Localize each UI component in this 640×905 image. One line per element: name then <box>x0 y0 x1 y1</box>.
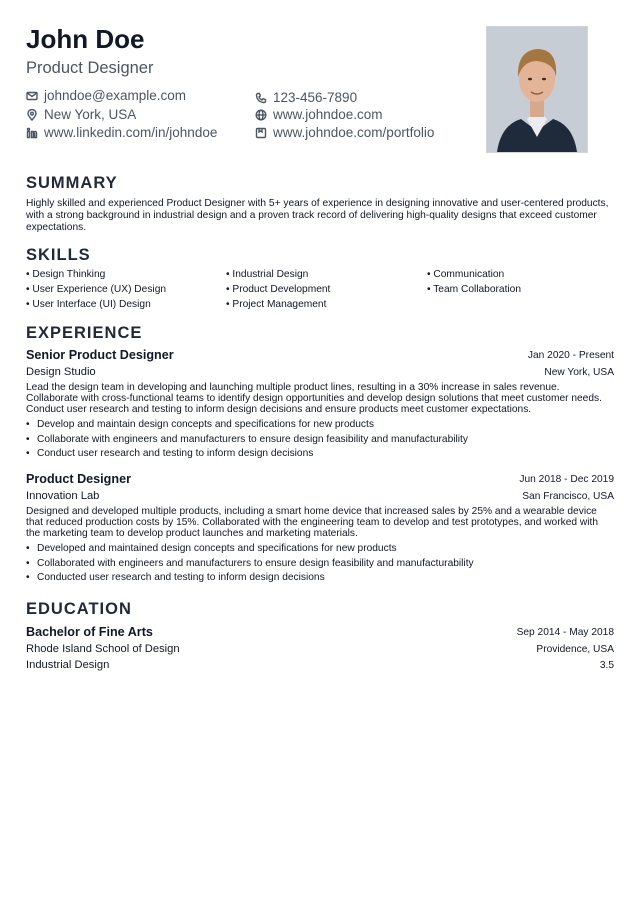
skill-item: • Project Management <box>226 299 327 310</box>
list-item: • Developed and maintained design concepts and specifications for new products <box>26 543 614 558</box>
gpa-value: 3.5 <box>599 660 614 671</box>
globe-icon <box>255 109 267 121</box>
candidate-name: John Doe <box>26 24 145 54</box>
candidate-title: Product Designer <box>26 59 154 77</box>
company-name: Design Studio <box>26 366 96 378</box>
contact-email-text: johndoe@example.com <box>44 88 187 103</box>
contact-linkedin[interactable] <box>26 125 217 140</box>
contact-website-text: www.johndoe.com <box>273 107 383 122</box>
job-description: Lead the design team in developing and launching multiple product lines, resulting in a 30% increase in sales revenue. Collaborate with cross-functional teams to identify design opportunities and develop design solutions that meet customer needs. Conduct user research and testing to inform design decisions and ensure products meet customer expectations. <box>26 382 602 415</box>
experience-heading: EXPERIENCE <box>26 324 143 342</box>
job-title: Product Designer <box>26 472 131 486</box>
education-heading: EDUCATION <box>26 600 132 618</box>
contact-portfolio-text: www.johndoe.com/portfolio <box>273 125 435 140</box>
contact-phone-text: 123-456-7890 <box>273 90 358 105</box>
job-bullets <box>26 419 614 463</box>
linkedin-icon <box>26 127 38 139</box>
job-description: Designed and developed multiple products, including a smart home device that increased sales by 25% and a wearable device that reduced production costs by 15%. Collaborated with the engineering team to develop and test prototypes, and worked with the marketing team to develop product launches and marketing materials. <box>26 506 598 539</box>
summary-text: Highly skilled and experienced Product Designer with 5+ years of experience in designing innovative and user-centered products, with a strong background in industrial design and a proven track record of delivering high-quality designs that exceed customer expectations. <box>26 198 609 233</box>
contact-email[interactable] <box>26 88 186 103</box>
contact-linkedin-text: www.linkedin.com/in/johndoe <box>44 125 218 140</box>
job-dates: Jun 2018 - Dec 2019 <box>519 474 614 485</box>
job-location: San Francisco, USA <box>522 491 614 502</box>
contact-location <box>26 107 136 122</box>
field-of-study: Industrial Design <box>26 659 110 671</box>
job-dates: Jan 2020 - Present <box>527 350 614 361</box>
company-name: Innovation Lab <box>26 490 100 502</box>
skill-item: • User Interface (UI) Design <box>26 299 151 310</box>
education-dates: Sep 2014 - May 2018 <box>516 627 614 638</box>
skill-item: • Product Development <box>226 284 331 295</box>
list-item: • Develop and maintain design concepts and specifications for new products <box>26 419 614 434</box>
school-name: Rhode Island School of Design <box>26 643 180 655</box>
skill-item: • Industrial Design <box>226 269 309 280</box>
portfolio-icon <box>255 127 267 139</box>
profile-photo-image <box>487 27 587 152</box>
skills-heading: SKILLS <box>26 246 91 264</box>
contact-portfolio[interactable] <box>255 125 434 140</box>
profile-photo <box>486 26 588 153</box>
job-title: Senior Product Designer <box>26 348 174 362</box>
job-location: New York, USA <box>544 367 614 378</box>
list-item: • Collaborated with engineers and manufacturers to ensure design feasibility and manufacturability <box>26 558 614 573</box>
phone-icon <box>255 92 267 104</box>
skill-item: • Communication <box>427 269 505 280</box>
skill-item: • Design Thinking <box>26 269 106 280</box>
mail-icon <box>26 90 38 102</box>
contact-location-text: New York, USA <box>44 107 137 122</box>
skill-item: • Team Collaboration <box>427 284 521 295</box>
contact-website[interactable] <box>255 107 383 122</box>
skill-item: • User Experience (UX) Design <box>26 284 167 295</box>
list-item: • Conducted user research and testing to inform design decisions <box>26 572 614 587</box>
school-location: Providence, USA <box>536 644 614 655</box>
list-item: • Collaborate with engineers and manufacturers to ensure design feasibility and manufacturability <box>26 434 614 449</box>
location-pin-icon <box>26 109 38 121</box>
degree-title: Bachelor of Fine Arts <box>26 625 153 639</box>
list-item: • Conduct user research and testing to inform design decisions <box>26 448 614 463</box>
job-bullets <box>26 543 614 587</box>
contact-phone[interactable] <box>255 90 357 105</box>
summary-heading: SUMMARY <box>26 174 118 192</box>
